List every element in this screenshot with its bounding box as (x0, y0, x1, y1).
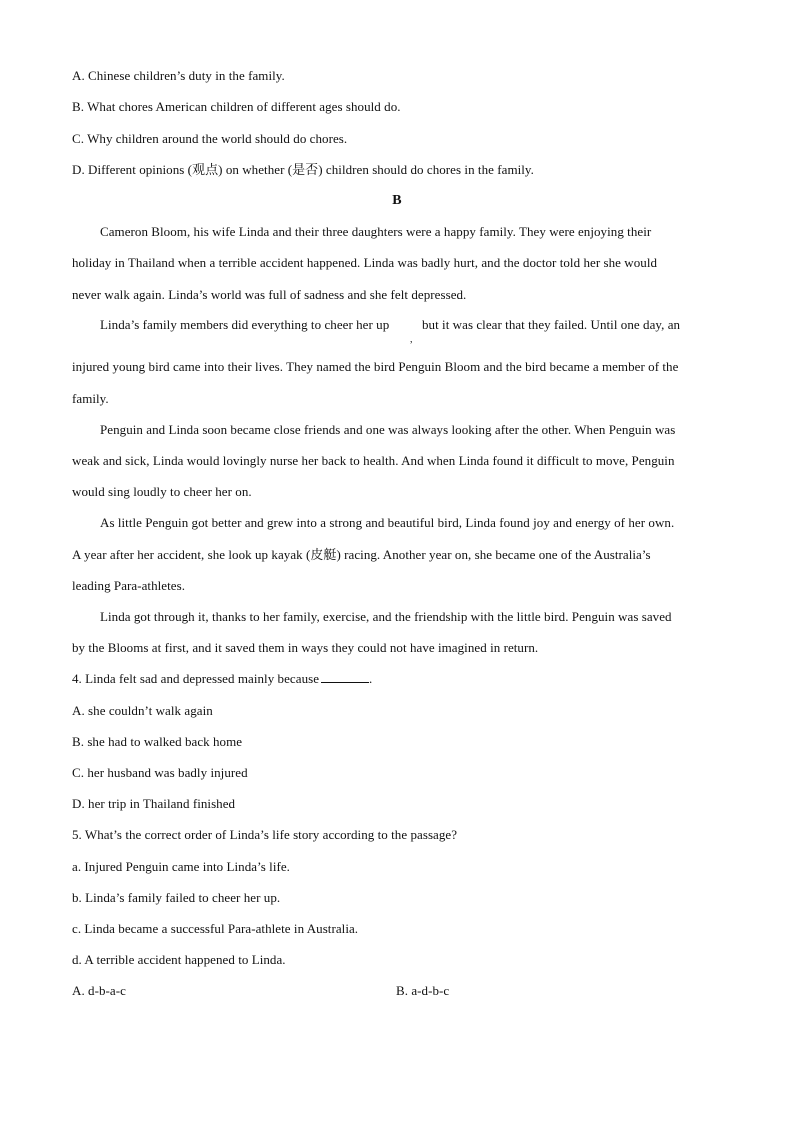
question-4-period: . (369, 671, 373, 686)
passage-line: by the Blooms at first, and it saved them in ways they could not have imagined in return. (72, 640, 539, 655)
section-title: B (392, 193, 402, 208)
passage-line: Cameron Bloom, his wife Linda and their three daughters were a happy family. They were enjoying their (100, 224, 652, 239)
question-5-stem: 5. What’s the correct order of Linda’s life story according to the passage? (72, 827, 458, 842)
passage-line: Linda got through it, thanks to her family, exercise, and the friendship with the little bird. Penguin was saved (100, 609, 672, 624)
passage-line: leading Para-athletes. (72, 578, 185, 593)
prev-option-d: D. Different opinions (观点) on whether (是否) children should do chores in the family. (72, 162, 534, 177)
question-5-event-c: c. Linda became a successful Para-athlete in Australia. (72, 921, 359, 936)
passage-line: Penguin and Linda soon became close friends and one was always looking after the other. When Penguin was (100, 422, 676, 437)
question-4-option-a: A. she couldn’t walk again (72, 703, 213, 718)
passage-line: would sing loudly to cheer her on. (72, 484, 252, 499)
passage-line: Linda’s family members did everything to cheer her up (100, 317, 390, 332)
passage-line: A year after her accident, she look up kayak (皮艇) racing. Another year on, she became one of the Australia’s (72, 547, 651, 562)
question-4-stem (72, 671, 372, 687)
passage-comma: , (410, 334, 413, 345)
question-5-event-d: d. A terrible accident happened to Linda. (72, 952, 286, 967)
passage-line: never walk again. Linda’s world was full of sadness and she felt depressed. (72, 287, 467, 302)
question-4-option-b: B. she had to walked back home (72, 734, 243, 749)
passage-line: but it was clear that they failed. Until one day, an (422, 317, 681, 332)
prev-option-b: B. What chores American children of different ages should do. (72, 99, 401, 114)
prev-option-a: A. Chinese children’s duty in the family. (72, 68, 285, 83)
question-4-text: 4. Linda felt sad and depressed mainly because (72, 671, 320, 686)
answer-blank (321, 671, 369, 683)
passage-line: weak and sick, Linda would lovingly nurse her back to health. And when Linda found it difficult to move, Penguin (72, 453, 675, 468)
question-5-option-b: B. a-d-b-c (396, 983, 450, 998)
question-5-event-b: b. Linda’s family failed to cheer her up. (72, 890, 281, 905)
passage-line: family. (72, 391, 109, 406)
question-4-option-c: C. her husband was badly injured (72, 765, 248, 780)
passage-line: As little Penguin got better and grew into a strong and beautiful bird, Linda found joy and energy of her own. (100, 515, 675, 530)
prev-option-c: C. Why children around the world should do chores. (72, 131, 348, 146)
passage-line: holiday in Thailand when a terrible accident happened. Linda was badly hurt, and the doctor told her she would (72, 255, 658, 270)
question-5-option-a: A. d-b-a-c (72, 983, 126, 998)
passage-line: injured young bird came into their lives. They named the bird Penguin Bloom and the bird became a member of the (72, 359, 679, 374)
question-4-option-d: D. her trip in Thailand finished (72, 796, 236, 811)
question-5-event-a: a. Injured Penguin came into Linda’s life. (72, 859, 290, 874)
